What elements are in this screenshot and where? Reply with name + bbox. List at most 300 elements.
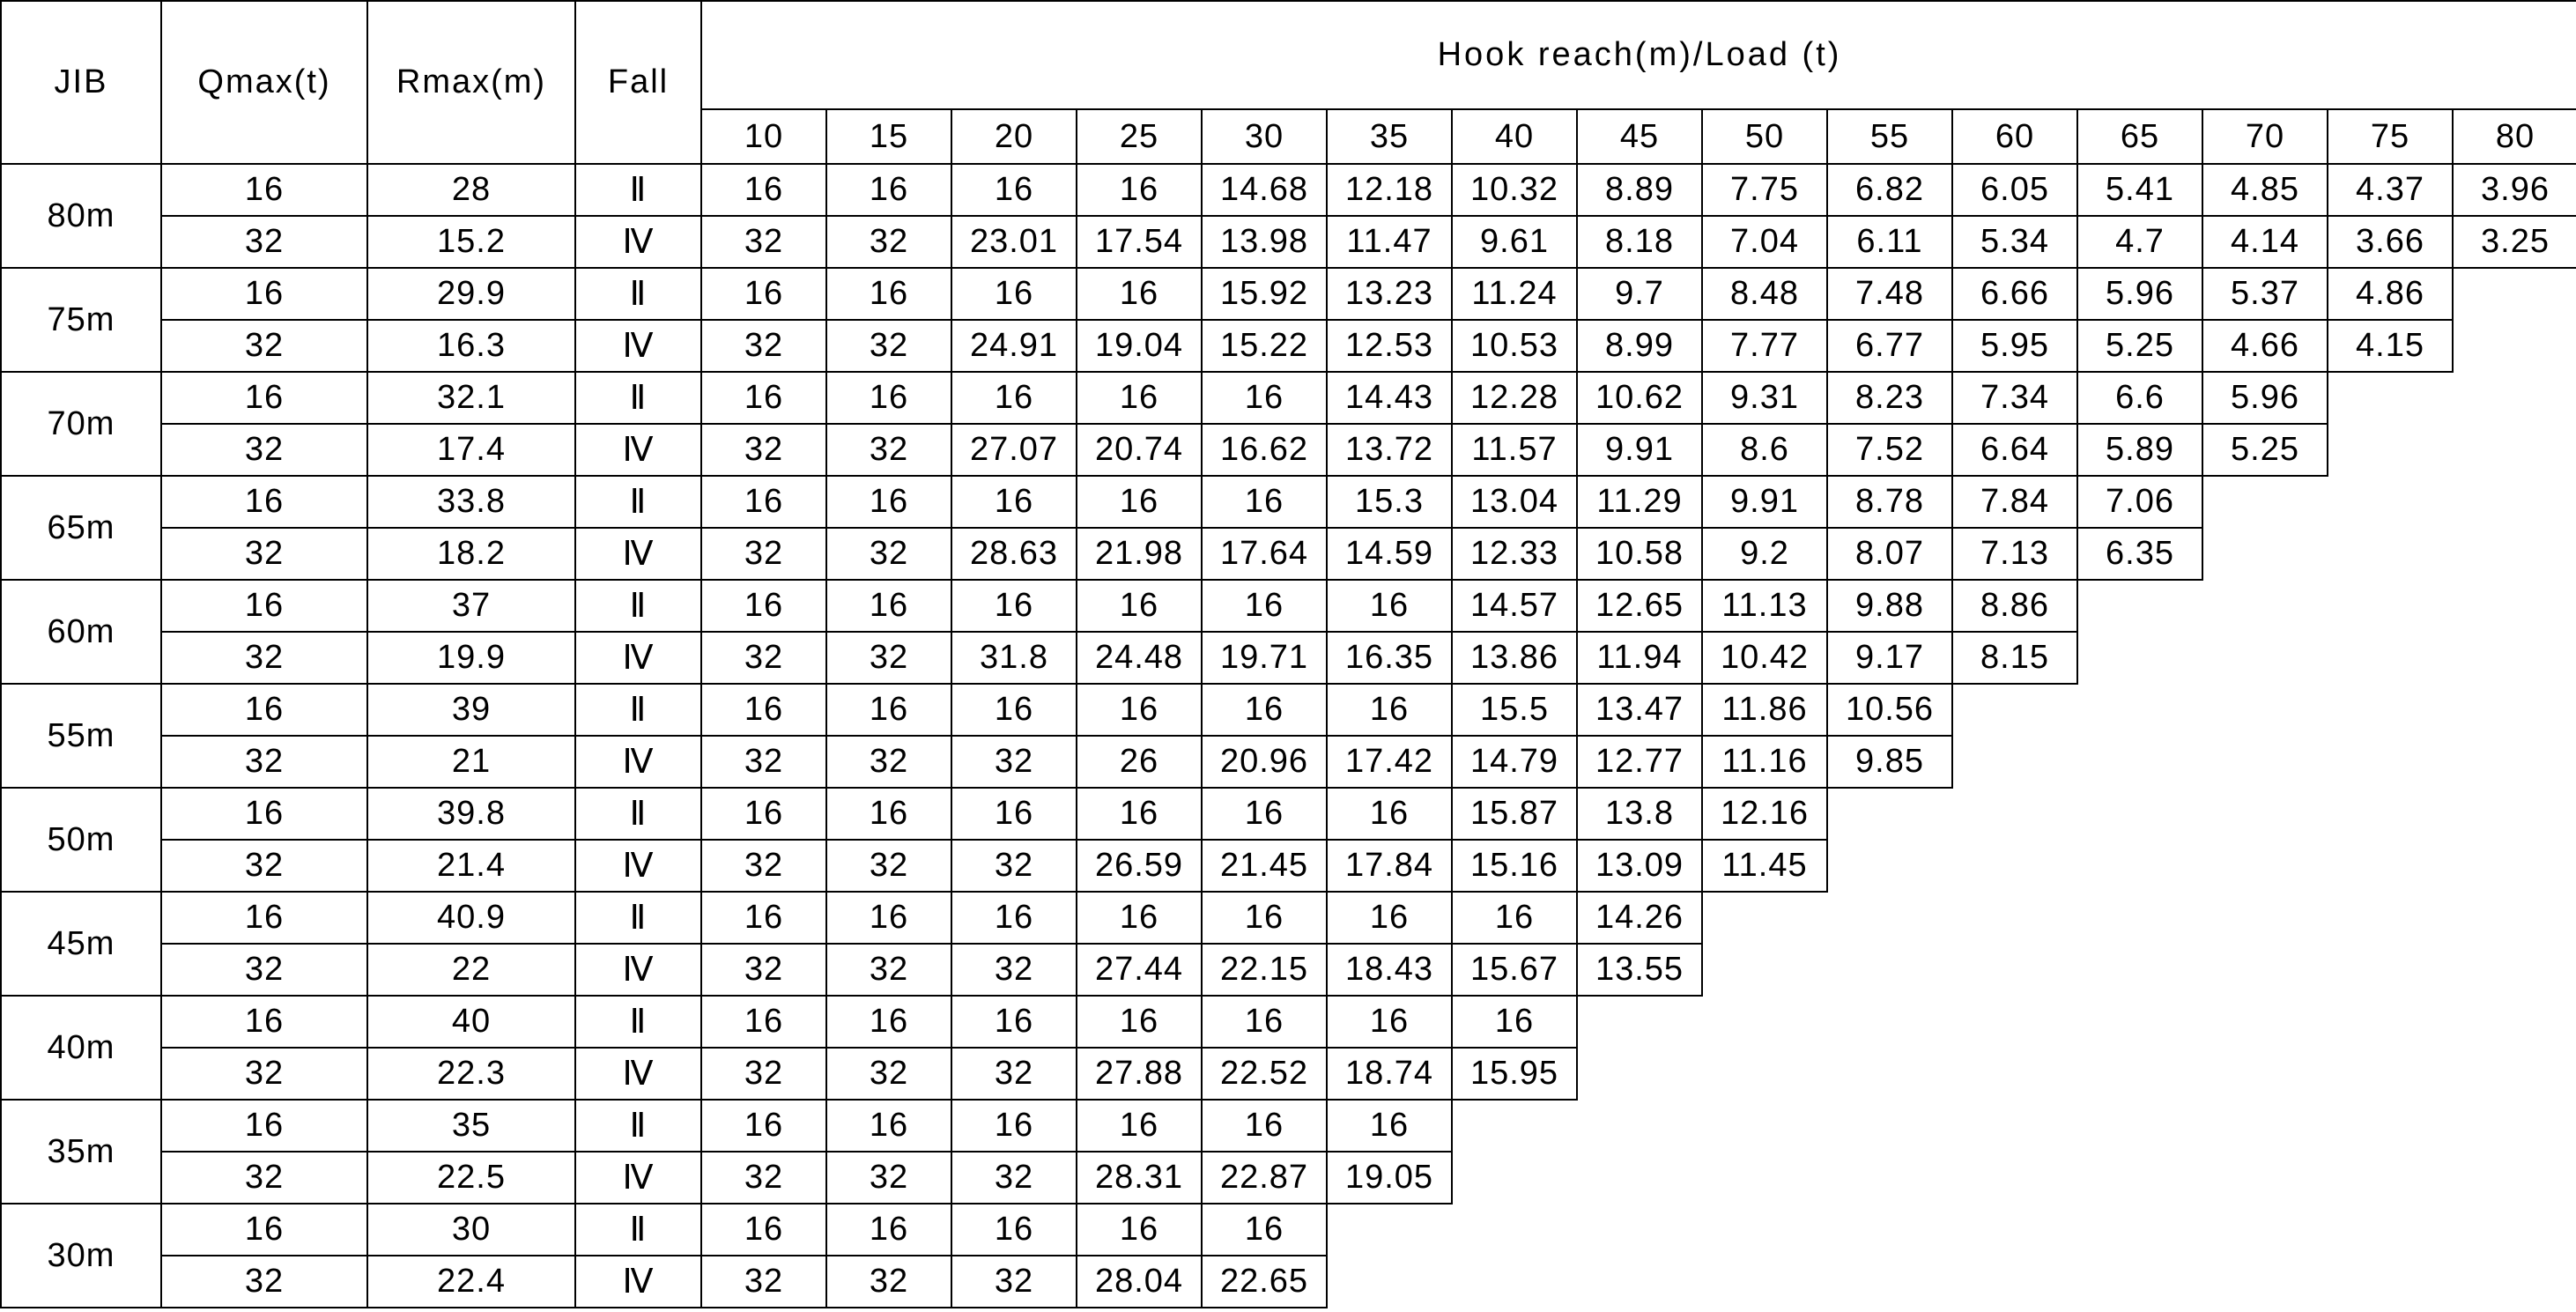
empty-cell xyxy=(1952,1048,2077,1100)
header-jib: JIB xyxy=(1,1,161,164)
load-cell: 17.64 xyxy=(1202,528,1327,580)
empty-cell xyxy=(2453,1256,2576,1308)
table-row xyxy=(1,1100,2576,1152)
load-cell: 27.44 xyxy=(1077,944,1202,996)
table-row xyxy=(1,216,2576,268)
load-cell: 13.86 xyxy=(1452,632,1577,684)
qmax-cell: 16 xyxy=(161,1100,367,1152)
load-cell: 12.28 xyxy=(1452,372,1577,424)
empty-cell xyxy=(2328,580,2453,632)
fall-cell: Ⅳ xyxy=(575,632,701,684)
empty-cell xyxy=(2077,1152,2202,1204)
empty-cell xyxy=(2453,476,2576,528)
load-cell: 32 xyxy=(951,736,1077,788)
load-cell: 5.34 xyxy=(1952,216,2077,268)
load-cell: 9.91 xyxy=(1702,476,1827,528)
fall-cell: Ⅳ xyxy=(575,320,701,372)
table-row xyxy=(1,1048,2576,1100)
load-cell: 16 xyxy=(826,580,951,632)
load-cell: 32 xyxy=(826,840,951,892)
load-cell: 16 xyxy=(701,372,826,424)
load-cell: 15.16 xyxy=(1452,840,1577,892)
jib-length-cell: 80m xyxy=(1,164,161,268)
load-cell: 32 xyxy=(951,840,1077,892)
table-row xyxy=(1,164,2576,216)
load-cell: 15.95 xyxy=(1452,1048,1577,1100)
empty-cell xyxy=(2202,1048,2328,1100)
load-cell: 8.6 xyxy=(1702,424,1827,476)
load-cell: 16 xyxy=(1202,476,1327,528)
rmax-cell: 39.8 xyxy=(367,788,575,840)
empty-cell xyxy=(2453,1100,2576,1152)
load-cell: 11.86 xyxy=(1702,684,1827,736)
qmax-cell: 16 xyxy=(161,996,367,1048)
load-cell: 16 xyxy=(701,476,826,528)
empty-cell xyxy=(2453,788,2576,840)
jib-length-cell: 70m xyxy=(1,372,161,476)
load-cell: 16 xyxy=(951,580,1077,632)
empty-cell xyxy=(1827,1100,1952,1152)
empty-cell xyxy=(2328,372,2453,424)
load-cell: 32 xyxy=(951,1152,1077,1204)
load-cell: 4.66 xyxy=(2202,320,2328,372)
rmax-cell: 17.4 xyxy=(367,424,575,476)
load-cell: 16 xyxy=(826,892,951,944)
empty-cell xyxy=(2453,996,2576,1048)
empty-cell xyxy=(1702,996,1827,1048)
load-cell: 9.88 xyxy=(1827,580,1952,632)
load-cell: 8.18 xyxy=(1577,216,1702,268)
empty-cell xyxy=(2453,580,2576,632)
load-cell: 15.3 xyxy=(1327,476,1452,528)
load-cell: 32 xyxy=(826,632,951,684)
fall-cell: Ⅱ xyxy=(575,684,701,736)
load-cell: 16.62 xyxy=(1202,424,1327,476)
load-cell: 16 xyxy=(1327,996,1452,1048)
empty-cell xyxy=(2202,996,2328,1048)
load-cell: 14.68 xyxy=(1202,164,1327,216)
qmax-cell: 32 xyxy=(161,736,367,788)
empty-cell xyxy=(2328,684,2453,736)
load-cell: 11.16 xyxy=(1702,736,1827,788)
empty-cell xyxy=(2202,528,2328,580)
load-cell: 24.91 xyxy=(951,320,1077,372)
empty-cell xyxy=(1827,840,1952,892)
empty-cell xyxy=(2453,372,2576,424)
empty-cell xyxy=(1952,996,2077,1048)
empty-cell xyxy=(1952,892,2077,944)
load-cell: 6.64 xyxy=(1952,424,2077,476)
load-cell: 9.2 xyxy=(1702,528,1827,580)
empty-cell xyxy=(1952,944,2077,996)
load-cell: 7.06 xyxy=(2077,476,2202,528)
qmax-cell: 16 xyxy=(161,268,367,320)
empty-cell xyxy=(2077,580,2202,632)
empty-cell xyxy=(2453,320,2576,372)
empty-cell xyxy=(2077,944,2202,996)
empty-cell xyxy=(1702,1048,1827,1100)
empty-cell xyxy=(2453,944,2576,996)
empty-cell xyxy=(2202,944,2328,996)
load-cell: 8.78 xyxy=(1827,476,1952,528)
load-cell: 16 xyxy=(1327,580,1452,632)
load-cell: 16 xyxy=(1202,892,1327,944)
empty-cell xyxy=(1577,1152,1702,1204)
qmax-cell: 16 xyxy=(161,164,367,216)
reach-header-cell: 65 xyxy=(2077,109,2202,164)
reach-header-cell: 40 xyxy=(1452,109,1577,164)
load-cell: 22.52 xyxy=(1202,1048,1327,1100)
load-cell: 7.34 xyxy=(1952,372,2077,424)
load-cell: 16 xyxy=(1327,788,1452,840)
load-cell: 5.96 xyxy=(2202,372,2328,424)
load-cell: 32 xyxy=(951,944,1077,996)
empty-cell xyxy=(2077,632,2202,684)
reach-header-cell: 60 xyxy=(1952,109,2077,164)
load-cell: 32 xyxy=(701,1152,826,1204)
load-cell: 12.53 xyxy=(1327,320,1452,372)
load-cell: 7.48 xyxy=(1827,268,1952,320)
load-cell: 12.65 xyxy=(1577,580,1702,632)
load-cell: 14.57 xyxy=(1452,580,1577,632)
load-cell: 11.47 xyxy=(1327,216,1452,268)
reach-header-cell: 20 xyxy=(951,109,1077,164)
empty-cell xyxy=(1702,1152,1827,1204)
load-cell: 13.23 xyxy=(1327,268,1452,320)
load-cell: 16 xyxy=(826,996,951,1048)
reach-header-cell: 25 xyxy=(1077,109,1202,164)
empty-cell xyxy=(2202,736,2328,788)
load-cell: 6.77 xyxy=(1827,320,1952,372)
empty-cell xyxy=(1452,1100,1577,1152)
rmax-cell: 19.9 xyxy=(367,632,575,684)
load-cell: 8.23 xyxy=(1827,372,1952,424)
load-cell: 16 xyxy=(1077,268,1202,320)
load-cell: 16 xyxy=(826,1100,951,1152)
load-cell: 3.66 xyxy=(2328,216,2453,268)
fall-cell: Ⅱ xyxy=(575,372,701,424)
header-rmax: Rmax(m) xyxy=(367,1,575,164)
load-cell: 16 xyxy=(1452,892,1577,944)
empty-cell xyxy=(2077,1256,2202,1308)
load-cell: 15.5 xyxy=(1452,684,1577,736)
rmax-cell: 32.1 xyxy=(367,372,575,424)
table-row xyxy=(1,268,2576,320)
load-cell: 16 xyxy=(1452,996,1577,1048)
load-cell: 11.94 xyxy=(1577,632,1702,684)
fall-cell: Ⅳ xyxy=(575,736,701,788)
empty-cell xyxy=(1952,1152,2077,1204)
empty-cell xyxy=(1702,892,1827,944)
empty-cell xyxy=(1827,944,1952,996)
empty-cell xyxy=(2328,892,2453,944)
table-row xyxy=(1,840,2576,892)
empty-cell xyxy=(1702,1256,1827,1308)
load-cell: 32 xyxy=(826,320,951,372)
empty-cell xyxy=(1827,788,1952,840)
load-cell: 28.31 xyxy=(1077,1152,1202,1204)
empty-cell xyxy=(2328,1048,2453,1100)
load-cell: 32 xyxy=(701,736,826,788)
qmax-cell: 32 xyxy=(161,1048,367,1100)
table-row xyxy=(1,892,2576,944)
empty-cell xyxy=(2328,476,2453,528)
empty-cell xyxy=(2328,788,2453,840)
empty-cell xyxy=(2202,1152,2328,1204)
empty-cell xyxy=(1952,1204,2077,1256)
load-cell: 16 xyxy=(1077,580,1202,632)
load-cell: 32 xyxy=(701,424,826,476)
load-cell: 16 xyxy=(1077,996,1202,1048)
load-cell: 20.96 xyxy=(1202,736,1327,788)
load-cell: 22.15 xyxy=(1202,944,1327,996)
load-cell: 19.71 xyxy=(1202,632,1327,684)
fall-cell: Ⅳ xyxy=(575,216,701,268)
qmax-cell: 16 xyxy=(161,372,367,424)
load-cell: 16 xyxy=(826,476,951,528)
empty-cell xyxy=(2328,1100,2453,1152)
load-cell: 32 xyxy=(951,1048,1077,1100)
load-cell: 16 xyxy=(701,164,826,216)
empty-cell xyxy=(2077,736,2202,788)
fall-cell: Ⅱ xyxy=(575,164,701,216)
empty-cell xyxy=(2328,424,2453,476)
empty-cell xyxy=(2202,1204,2328,1256)
fall-cell: Ⅱ xyxy=(575,892,701,944)
load-cell: 32 xyxy=(951,1256,1077,1308)
empty-cell xyxy=(2077,684,2202,736)
empty-cell xyxy=(1452,1204,1577,1256)
reach-header-cell: 35 xyxy=(1327,109,1452,164)
empty-cell xyxy=(2328,944,2453,996)
rmax-cell: 33.8 xyxy=(367,476,575,528)
load-cell: 16 xyxy=(1327,684,1452,736)
qmax-cell: 16 xyxy=(161,1204,367,1256)
load-cell: 9.31 xyxy=(1702,372,1827,424)
load-cell: 16 xyxy=(1077,372,1202,424)
empty-cell xyxy=(1952,1256,2077,1308)
table-row xyxy=(1,372,2576,424)
rmax-cell: 40 xyxy=(367,996,575,1048)
load-cell: 6.05 xyxy=(1952,164,2077,216)
qmax-cell: 32 xyxy=(161,1256,367,1308)
load-cell: 4.85 xyxy=(2202,164,2328,216)
load-cell: 9.17 xyxy=(1827,632,1952,684)
empty-cell xyxy=(2453,1204,2576,1256)
load-cell: 23.01 xyxy=(951,216,1077,268)
load-cell: 11.29 xyxy=(1577,476,1702,528)
load-cell: 16 xyxy=(1327,892,1452,944)
load-cell: 10.62 xyxy=(1577,372,1702,424)
load-cell: 16 xyxy=(1202,996,1327,1048)
table-row xyxy=(1,580,2576,632)
load-cell: 32 xyxy=(701,944,826,996)
qmax-cell: 16 xyxy=(161,476,367,528)
load-cell: 8.15 xyxy=(1952,632,2077,684)
load-cell: 32 xyxy=(701,1048,826,1100)
load-cell: 3.25 xyxy=(2453,216,2576,268)
rmax-cell: 22.4 xyxy=(367,1256,575,1308)
load-cell: 16.35 xyxy=(1327,632,1452,684)
fall-cell: Ⅳ xyxy=(575,840,701,892)
load-cell: 16 xyxy=(826,788,951,840)
load-cell: 16 xyxy=(1202,372,1327,424)
reach-header-cell: 15 xyxy=(826,109,951,164)
load-cell: 20.74 xyxy=(1077,424,1202,476)
load-cell: 16 xyxy=(701,1204,826,1256)
table-row xyxy=(1,528,2576,580)
qmax-cell: 16 xyxy=(161,788,367,840)
load-cell: 16 xyxy=(1327,1100,1452,1152)
empty-cell xyxy=(1452,1152,1577,1204)
load-cell: 24.48 xyxy=(1077,632,1202,684)
empty-cell xyxy=(2453,1048,2576,1100)
load-cell: 17.42 xyxy=(1327,736,1452,788)
load-cell: 19.04 xyxy=(1077,320,1202,372)
load-cell: 32 xyxy=(826,944,951,996)
load-cell: 21.98 xyxy=(1077,528,1202,580)
fall-cell: Ⅳ xyxy=(575,1256,701,1308)
rmax-cell: 22 xyxy=(367,944,575,996)
empty-cell xyxy=(2202,840,2328,892)
jib-length-cell: 40m xyxy=(1,996,161,1100)
load-cell: 8.48 xyxy=(1702,268,1827,320)
empty-cell xyxy=(2328,840,2453,892)
table-row xyxy=(1,476,2576,528)
rmax-cell: 30 xyxy=(367,1204,575,1256)
load-cell: 31.8 xyxy=(951,632,1077,684)
load-cell: 16 xyxy=(826,372,951,424)
load-cell: 9.61 xyxy=(1452,216,1577,268)
load-cell: 16 xyxy=(951,684,1077,736)
load-cell: 32 xyxy=(701,632,826,684)
load-cell: 4.7 xyxy=(2077,216,2202,268)
load-cell: 13.04 xyxy=(1452,476,1577,528)
table-row xyxy=(1,736,2576,788)
load-cell: 16 xyxy=(951,164,1077,216)
load-cell: 15.92 xyxy=(1202,268,1327,320)
header-fall: Fall xyxy=(575,1,701,164)
load-cell: 26 xyxy=(1077,736,1202,788)
jib-length-cell: 75m xyxy=(1,268,161,372)
rmax-cell: 21.4 xyxy=(367,840,575,892)
rmax-cell: 35 xyxy=(367,1100,575,1152)
rmax-cell: 39 xyxy=(367,684,575,736)
load-cell: 12.33 xyxy=(1452,528,1577,580)
load-cell: 16 xyxy=(1202,580,1327,632)
empty-cell xyxy=(2202,476,2328,528)
empty-cell xyxy=(1952,1100,2077,1152)
empty-cell xyxy=(2328,736,2453,788)
reach-header-cell: 75 xyxy=(2328,109,2453,164)
reach-header-cell: 50 xyxy=(1702,109,1827,164)
empty-cell xyxy=(2202,1256,2328,1308)
load-cell: 16 xyxy=(701,996,826,1048)
empty-cell xyxy=(2077,1100,2202,1152)
load-cell: 16 xyxy=(701,268,826,320)
table-row xyxy=(1,424,2576,476)
empty-cell xyxy=(2202,580,2328,632)
load-cell: 32 xyxy=(826,1256,951,1308)
qmax-cell: 32 xyxy=(161,944,367,996)
empty-cell xyxy=(1827,1048,1952,1100)
table-row xyxy=(1,1256,2576,1308)
load-cell: 13.47 xyxy=(1577,684,1702,736)
load-cell: 32 xyxy=(826,1048,951,1100)
load-cell: 7.75 xyxy=(1702,164,1827,216)
load-cell: 32 xyxy=(701,216,826,268)
load-cell: 10.32 xyxy=(1452,164,1577,216)
load-cell: 19.05 xyxy=(1327,1152,1452,1204)
load-cell: 11.57 xyxy=(1452,424,1577,476)
empty-cell xyxy=(2202,1100,2328,1152)
jib-length-cell: 30m xyxy=(1,1204,161,1308)
load-cell: 11.13 xyxy=(1702,580,1827,632)
empty-cell xyxy=(2328,996,2453,1048)
load-cell: 5.96 xyxy=(2077,268,2202,320)
empty-cell xyxy=(2453,528,2576,580)
empty-cell xyxy=(1577,1100,1702,1152)
load-cell: 6.82 xyxy=(1827,164,1952,216)
load-cell: 9.7 xyxy=(1577,268,1702,320)
load-cell: 16 xyxy=(951,476,1077,528)
qmax-cell: 32 xyxy=(161,216,367,268)
load-cell: 11.24 xyxy=(1452,268,1577,320)
load-cell: 13.55 xyxy=(1577,944,1702,996)
load-cell: 8.07 xyxy=(1827,528,1952,580)
load-cell: 15.87 xyxy=(1452,788,1577,840)
empty-cell xyxy=(1952,736,2077,788)
rmax-cell: 22.3 xyxy=(367,1048,575,1100)
load-cell: 5.25 xyxy=(2077,320,2202,372)
reach-header-cell: 45 xyxy=(1577,109,1702,164)
table-row xyxy=(1,996,2576,1048)
qmax-cell: 16 xyxy=(161,684,367,736)
jib-length-cell: 65m xyxy=(1,476,161,580)
load-cell: 16 xyxy=(1077,892,1202,944)
load-cell: 9.91 xyxy=(1577,424,1702,476)
fall-cell: Ⅱ xyxy=(575,580,701,632)
jib-length-cell: 60m xyxy=(1,580,161,684)
fall-cell: Ⅱ xyxy=(575,788,701,840)
load-cell: 13.09 xyxy=(1577,840,1702,892)
load-cell: 9.85 xyxy=(1827,736,1952,788)
load-cell: 21.45 xyxy=(1202,840,1327,892)
rmax-cell: 29.9 xyxy=(367,268,575,320)
empty-cell xyxy=(1702,944,1827,996)
empty-cell xyxy=(2077,1048,2202,1100)
jib-length-cell: 55m xyxy=(1,684,161,788)
load-cell: 32 xyxy=(701,320,826,372)
jib-length-cell: 35m xyxy=(1,1100,161,1204)
table-row xyxy=(1,632,2576,684)
load-cell: 16 xyxy=(1077,788,1202,840)
empty-cell xyxy=(2453,1152,2576,1204)
empty-cell xyxy=(1952,840,2077,892)
load-cell: 16 xyxy=(826,268,951,320)
load-cell: 3.96 xyxy=(2453,164,2576,216)
fall-cell: Ⅳ xyxy=(575,424,701,476)
header-qmax: Qmax(t) xyxy=(161,1,367,164)
load-cell: 5.95 xyxy=(1952,320,2077,372)
empty-cell xyxy=(2453,840,2576,892)
empty-cell xyxy=(1827,892,1952,944)
load-cell: 6.11 xyxy=(1827,216,1952,268)
load-cell: 32 xyxy=(701,840,826,892)
load-cell: 16 xyxy=(1077,1100,1202,1152)
empty-cell xyxy=(2202,892,2328,944)
load-cell: 6.6 xyxy=(2077,372,2202,424)
